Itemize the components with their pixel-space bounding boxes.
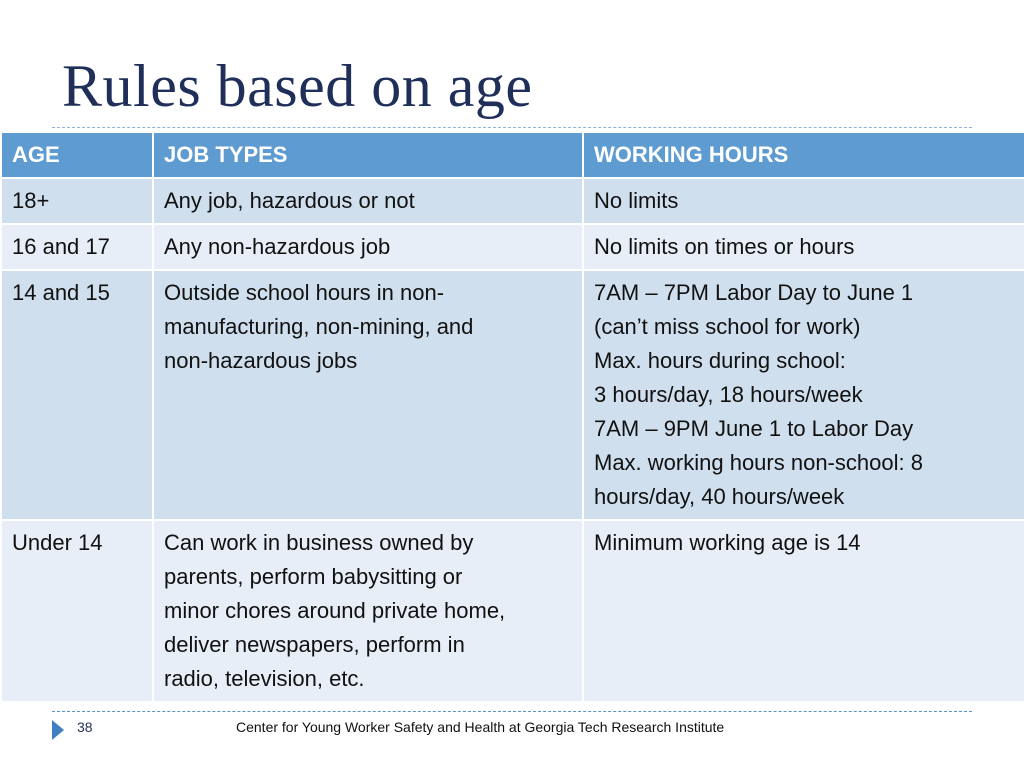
cell-age: Under 14 [1, 520, 153, 702]
cell-working-hours [583, 178, 1024, 224]
table-row [1, 270, 1024, 520]
cell-line: 7AM – 9PM June 1 to Labor Day [594, 416, 914, 441]
cell-line: 7AM – 7PM Labor Day to June 1 [594, 280, 914, 305]
title-divider [52, 127, 972, 128]
cell-age: 14 and 15 [1, 270, 153, 520]
cell-line: Max. working hours non-school: 8 [594, 450, 923, 475]
cell-line: deliver newspapers, perform in [164, 632, 465, 657]
cell-line: Outside school hours in non- [164, 280, 445, 305]
cell-working-hours [583, 270, 1024, 520]
table-row [1, 520, 1024, 702]
cell-age: 18+ [1, 178, 153, 224]
cell-line: Any non-hazardous job [164, 234, 391, 259]
cell-line: minor chores around private home, [164, 598, 506, 623]
cell-job-types [153, 520, 583, 702]
cell-line: non-hazardous jobs [164, 348, 358, 373]
cell-line: parents, perform babysitting or [164, 564, 463, 589]
table-header-row [1, 132, 1024, 178]
header-age: AGE [1, 132, 153, 178]
footer-text: Center for Young Worker Safety and Health at Georgia Tech Research Institute [236, 719, 725, 735]
cell-job-types [153, 224, 583, 270]
cell-line: (can’t miss school for work) [594, 314, 861, 339]
age-rules-table [0, 131, 1024, 703]
cell-job-types [153, 178, 583, 224]
cell-line: radio, television, etc. [164, 666, 365, 691]
cell-age: 16 and 17 [1, 224, 153, 270]
footer-divider [52, 711, 972, 712]
header-working-hours: WORKING HOURS [583, 132, 1024, 178]
cell-working-hours [583, 520, 1024, 702]
cell-line: No limits [594, 188, 679, 213]
cell-line: Any job, hazardous or not [164, 188, 415, 213]
slide-title: Rules based on age [62, 53, 533, 119]
cell-line: No limits on times or hours [594, 234, 855, 259]
cell-line: Max. hours during school: [594, 348, 846, 373]
header-job-types: JOB TYPES [153, 132, 583, 178]
cell-job-types [153, 270, 583, 520]
cell-working-hours [583, 224, 1024, 270]
table-row [1, 178, 1024, 224]
cell-line: hours/day, 40 hours/week [594, 484, 845, 509]
cell-line: manufacturing, non-mining, and [164, 314, 474, 339]
cell-line: Minimum working age is 14 [594, 530, 861, 555]
cell-line: Can work in business owned by [164, 530, 474, 555]
triangle-bullet-icon [52, 720, 64, 740]
cell-line: 3 hours/day, 18 hours/week [594, 382, 863, 407]
table-row [1, 224, 1024, 270]
page-number: 38 [77, 719, 93, 735]
